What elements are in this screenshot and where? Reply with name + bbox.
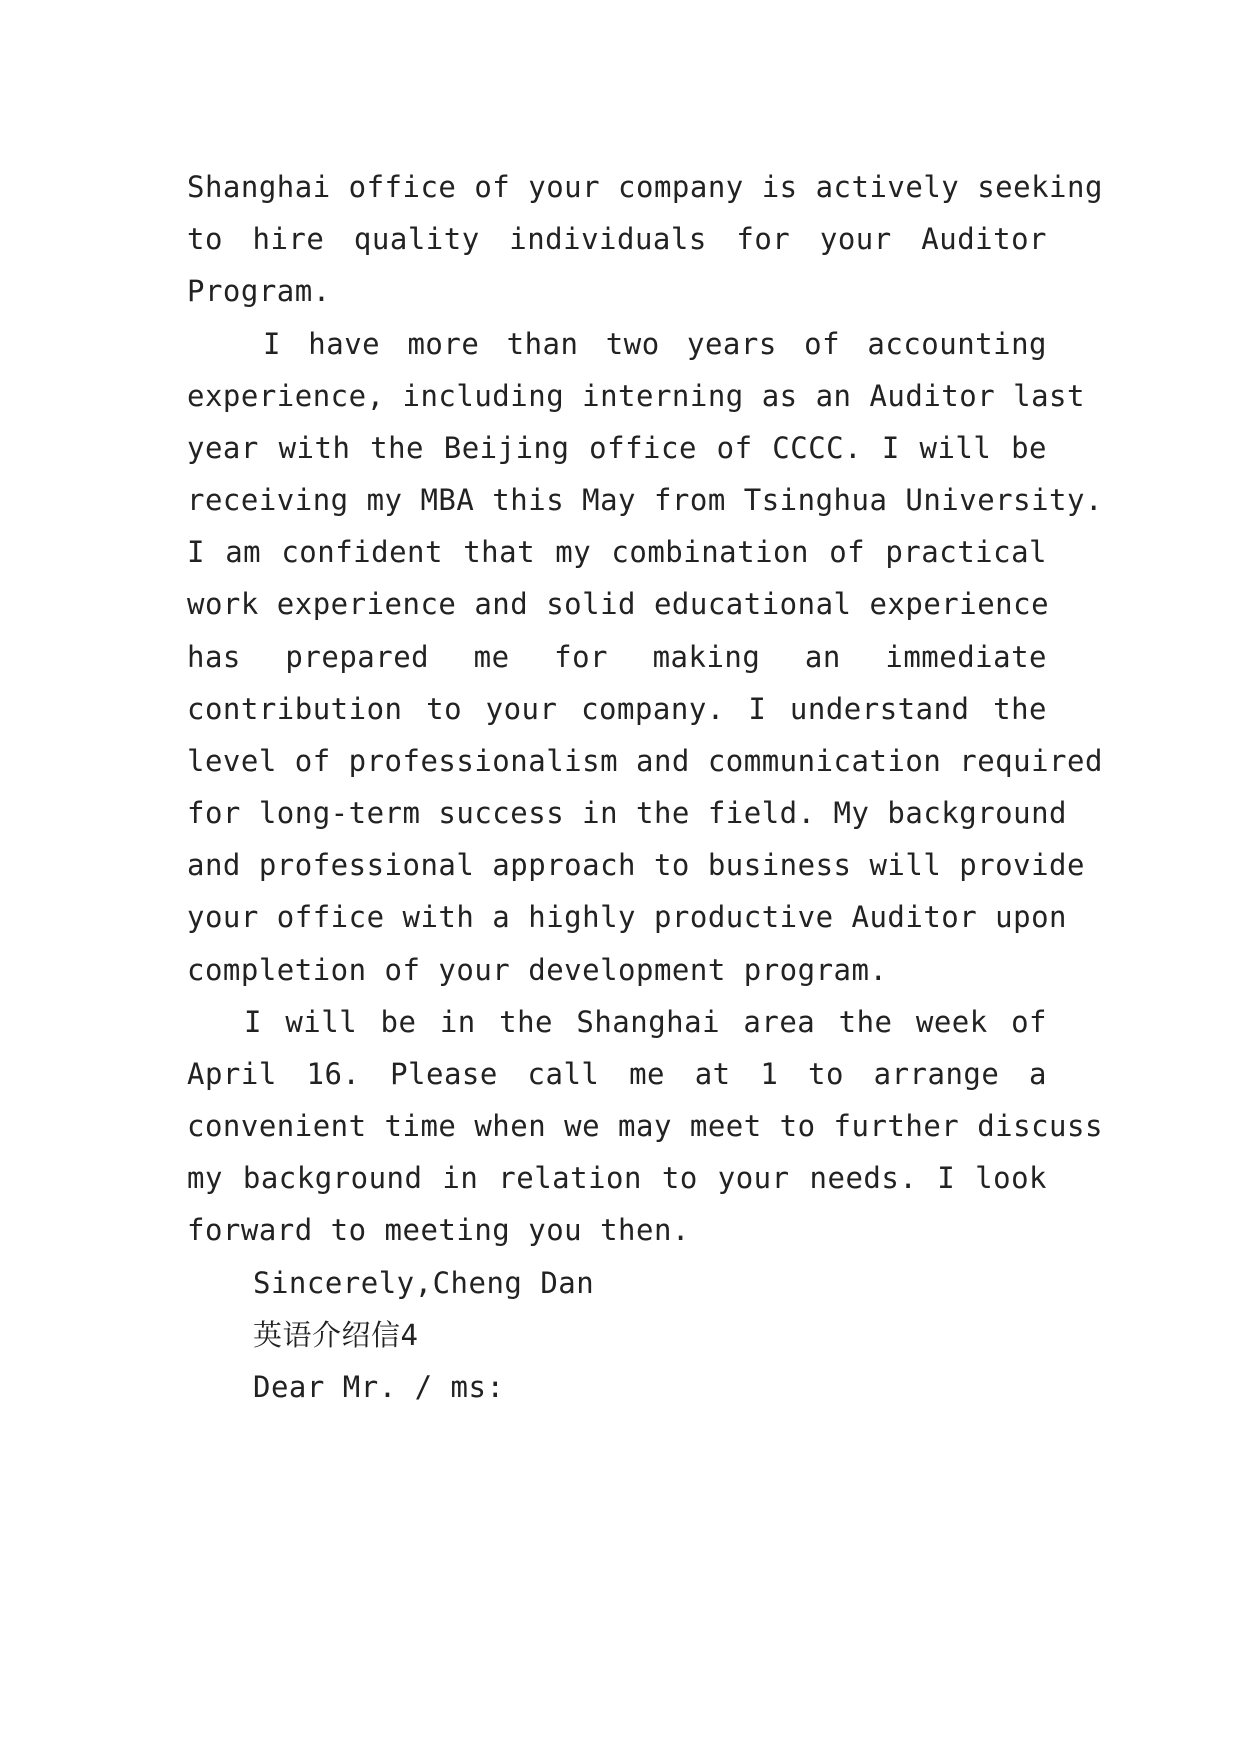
body-text-line: Program. [187, 274, 331, 308]
body-text-line: and professional approach to business will provide [187, 848, 1085, 882]
body-text-line: work experience and solid educational experience [187, 587, 1050, 621]
section-heading: 英语介绍信4 [253, 1318, 419, 1352]
body-text-line: has prepared me for making an immediate [187, 640, 1047, 674]
body-text-line: forward to meeting you then. [187, 1213, 690, 1247]
body-text-line: I have more than two years of accounting [263, 327, 1047, 361]
body-text-line: my background in relation to your needs. I look [187, 1161, 1047, 1195]
body-text-line: year with the Beijing office of CCCC. I will be [187, 431, 1047, 465]
body-text-line: for long-term success in the field. My background [187, 796, 1068, 830]
body-text-line: level of professionalism and communication required [187, 744, 1103, 778]
salutation: Dear Mr. / ms: [253, 1370, 505, 1404]
body-text-line: your office with a highly productive Auditor upon [187, 900, 1068, 934]
body-text-line: completion of your development program. [187, 953, 888, 987]
body-text-line: contribution to your company. I understand the [187, 692, 1047, 726]
body-text-line: experience, including interning as an Auditor last [187, 379, 1085, 413]
body-text-line: April 16. Please call me at 1 to arrange a [187, 1057, 1047, 1091]
signoff: Sincerely,Cheng Dan [253, 1266, 595, 1300]
body-text-line: to hire quality individuals for your Auditor [187, 222, 1047, 256]
body-text-line: I will be in the Shanghai area the week of [244, 1005, 1047, 1039]
body-text-line: I am confident that my combination of practical [187, 535, 1047, 569]
body-text-line: convenient time when we may meet to further discuss [187, 1109, 1103, 1143]
body-text-line: Shanghai office of your company is actively seeking [187, 170, 1103, 204]
body-text-line: receiving my MBA this May from Tsinghua University. [187, 483, 1103, 517]
